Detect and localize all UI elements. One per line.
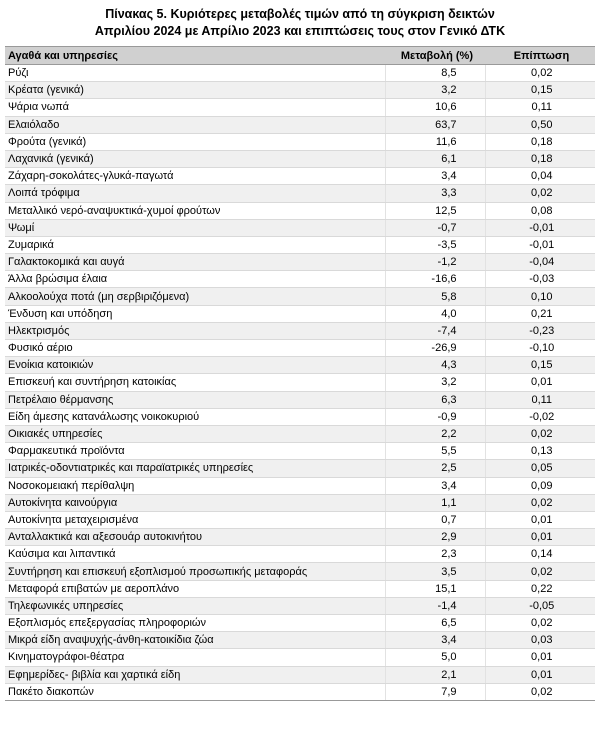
row-item: Μεταφορά επιβατών με αεροπλάνο xyxy=(5,580,385,597)
row-impact: 0,15 xyxy=(485,82,595,99)
row-change: 3,2 xyxy=(385,374,485,391)
row-item: Φρούτα (γενικά) xyxy=(5,133,385,150)
table-row xyxy=(5,460,595,477)
row-impact: 0,02 xyxy=(485,683,595,700)
table-row xyxy=(5,563,595,580)
row-impact: 0,11 xyxy=(485,99,595,116)
table-row xyxy=(5,219,595,236)
row-impact: 0,02 xyxy=(485,563,595,580)
row-impact: 0,13 xyxy=(485,443,595,460)
row-change: 7,9 xyxy=(385,683,485,700)
row-impact: 0,22 xyxy=(485,580,595,597)
table-row xyxy=(5,477,595,494)
row-impact: 0,02 xyxy=(485,425,595,442)
row-item: Ελαιόλαδο xyxy=(5,116,385,133)
table-row xyxy=(5,511,595,528)
row-item: Ιατρικές-οδοντιατρικές και παραϊατρικές υπηρεσίες xyxy=(5,460,385,477)
table-row xyxy=(5,65,595,82)
row-item: Πετρέλαιο θέρμανσης xyxy=(5,391,385,408)
row-change: 10,6 xyxy=(385,99,485,116)
row-item: Είδη άμεσης κατανάλωσης νοικοκυριού xyxy=(5,408,385,425)
row-change: 3,5 xyxy=(385,563,485,580)
table-row xyxy=(5,666,595,683)
row-change: 1,1 xyxy=(385,494,485,511)
row-item: Εφημερίδες- βιβλία και χαρτικά είδη xyxy=(5,666,385,683)
row-item: Συντήρηση και επισκευή εξοπλισμού προσωπικής μεταφοράς xyxy=(5,563,385,580)
row-change: 6,3 xyxy=(385,391,485,408)
row-impact: 0,02 xyxy=(485,615,595,632)
table-row xyxy=(5,425,595,442)
row-item: Ηλεκτρισμός xyxy=(5,322,385,339)
header-row xyxy=(5,47,595,65)
row-item: Εξοπλισμός επεξεργασίας πληροφοριών xyxy=(5,615,385,632)
row-change: 3,2 xyxy=(385,82,485,99)
row-change: -7,4 xyxy=(385,322,485,339)
row-impact: 0,05 xyxy=(485,460,595,477)
row-change: 11,6 xyxy=(385,133,485,150)
row-change: 8,5 xyxy=(385,65,485,82)
table-row xyxy=(5,254,595,271)
row-item: Ένδυση και υπόδηση xyxy=(5,305,385,322)
row-change: 2,3 xyxy=(385,546,485,563)
row-item: Ανταλλακτικά και αξεσουάρ αυτοκινήτου xyxy=(5,529,385,546)
table-row xyxy=(5,168,595,185)
table-row xyxy=(5,322,595,339)
row-item: Λαχανικά (γενικά) xyxy=(5,150,385,167)
row-change: 2,2 xyxy=(385,425,485,442)
table-body xyxy=(5,65,595,701)
row-item: Άλλα βρώσιμα έλαια xyxy=(5,271,385,288)
table-row xyxy=(5,632,595,649)
row-item: Πακέτο διακοπών xyxy=(5,683,385,700)
row-impact: -0,01 xyxy=(485,219,595,236)
row-impact: 0,01 xyxy=(485,649,595,666)
row-change: -0,7 xyxy=(385,219,485,236)
row-item: Φυσικό αέριο xyxy=(5,340,385,357)
row-item: Λοιπά τρόφιμα xyxy=(5,185,385,202)
table-row xyxy=(5,185,595,202)
row-impact: 0,01 xyxy=(485,529,595,546)
table-row xyxy=(5,340,595,357)
row-change: -1,4 xyxy=(385,597,485,614)
header-impact: Επίπτωση xyxy=(485,47,595,65)
row-impact: 0,11 xyxy=(485,391,595,408)
row-item: Φαρμακευτικά προϊόντα xyxy=(5,443,385,460)
table-row xyxy=(5,494,595,511)
table-row xyxy=(5,546,595,563)
row-change: 12,5 xyxy=(385,202,485,219)
table-row xyxy=(5,443,595,460)
row-impact: -0,23 xyxy=(485,322,595,339)
table-row xyxy=(5,305,595,322)
row-impact: 0,01 xyxy=(485,666,595,683)
row-item: Ενοίκια κατοικιών xyxy=(5,357,385,374)
row-impact: 0,01 xyxy=(485,374,595,391)
row-change: 4,0 xyxy=(385,305,485,322)
row-item: Γαλακτοκομικά και αυγά xyxy=(5,254,385,271)
row-item: Κρέατα (γενικά) xyxy=(5,82,385,99)
row-change: 5,5 xyxy=(385,443,485,460)
row-impact: 0,15 xyxy=(485,357,595,374)
row-impact: 0,02 xyxy=(485,494,595,511)
table-row xyxy=(5,649,595,666)
row-item: Ζυμαρικά xyxy=(5,236,385,253)
row-item: Νοσοκομειακή περίθαλψη xyxy=(5,477,385,494)
row-impact: 0,21 xyxy=(485,305,595,322)
row-impact: 0,14 xyxy=(485,546,595,563)
row-impact: 0,18 xyxy=(485,150,595,167)
table-row xyxy=(5,133,595,150)
table-title-line-1: Πίνακας 5. Κυριότερες μεταβολές τιμών από τη σύγκριση δεικτών xyxy=(105,7,495,21)
row-impact: 0,09 xyxy=(485,477,595,494)
table-row xyxy=(5,529,595,546)
row-change: 3,4 xyxy=(385,632,485,649)
row-impact: -0,03 xyxy=(485,271,595,288)
table-row xyxy=(5,288,595,305)
row-item: Ψάρια νωπά xyxy=(5,99,385,116)
table-row xyxy=(5,374,595,391)
price-changes-table xyxy=(5,46,595,701)
table-row xyxy=(5,357,595,374)
row-impact: -0,05 xyxy=(485,597,595,614)
table-row xyxy=(5,408,595,425)
row-change: -16,6 xyxy=(385,271,485,288)
table-row xyxy=(5,580,595,597)
row-item: Οικιακές υπηρεσίες xyxy=(5,425,385,442)
table-row xyxy=(5,615,595,632)
row-impact: 0,10 xyxy=(485,288,595,305)
table-row xyxy=(5,597,595,614)
row-change: 6,5 xyxy=(385,615,485,632)
table-row xyxy=(5,82,595,99)
row-change: 5,8 xyxy=(385,288,485,305)
row-change: 6,1 xyxy=(385,150,485,167)
row-change: -0,9 xyxy=(385,408,485,425)
row-change: 2,5 xyxy=(385,460,485,477)
row-change: 3,3 xyxy=(385,185,485,202)
table-row xyxy=(5,202,595,219)
row-impact: 0,03 xyxy=(485,632,595,649)
table-row xyxy=(5,99,595,116)
row-item: Μικρά είδη αναψυχής-άνθη-κατοικίδια ζώα xyxy=(5,632,385,649)
row-item: Μεταλλικό νερό-αναψυκτικά-χυμοί φρούτων xyxy=(5,202,385,219)
row-impact: 0,18 xyxy=(485,133,595,150)
row-change: -1,2 xyxy=(385,254,485,271)
table-title xyxy=(0,0,600,38)
row-item: Αυτοκίνητα μεταχειρισμένα xyxy=(5,511,385,528)
row-impact: -0,01 xyxy=(485,236,595,253)
row-item: Επισκευή και συντήρηση κατοικίας xyxy=(5,374,385,391)
row-change: -26,9 xyxy=(385,340,485,357)
row-impact: 0,02 xyxy=(485,65,595,82)
header-item: Αγαθά και υπηρεσίες xyxy=(5,47,385,65)
row-change: 2,9 xyxy=(385,529,485,546)
row-change: 3,4 xyxy=(385,477,485,494)
row-change: -3,5 xyxy=(385,236,485,253)
table-row xyxy=(5,683,595,700)
row-item: Αυτοκίνητα καινούργια xyxy=(5,494,385,511)
row-impact: 0,08 xyxy=(485,202,595,219)
row-item: Ρύζι xyxy=(5,65,385,82)
row-change: 3,4 xyxy=(385,168,485,185)
table-row xyxy=(5,391,595,408)
row-impact: 0,01 xyxy=(485,511,595,528)
row-impact: 0,02 xyxy=(485,185,595,202)
table-title-line-2: Απριλίου 2024 με Απρίλιο 2023 και επιπτώσεις τους στον Γενικό ΔΤΚ xyxy=(94,24,506,38)
row-impact: -0,02 xyxy=(485,408,595,425)
table-row xyxy=(5,150,595,167)
row-item: Ψωμί xyxy=(5,219,385,236)
row-impact: 0,50 xyxy=(485,116,595,133)
table-row xyxy=(5,236,595,253)
row-item: Αλκοολούχα ποτά (μη σερβιριζόμενα) xyxy=(5,288,385,305)
row-impact: -0,04 xyxy=(485,254,595,271)
row-change: 63,7 xyxy=(385,116,485,133)
row-change: 0,7 xyxy=(385,511,485,528)
header-change: Μεταβολή (%) xyxy=(385,47,485,65)
row-change: 2,1 xyxy=(385,666,485,683)
row-impact: -0,10 xyxy=(485,340,595,357)
row-change: 5,0 xyxy=(385,649,485,666)
row-item: Καύσιμα και λιπαντικά xyxy=(5,546,385,563)
row-item: Ζάχαρη-σοκολάτες-γλυκά-παγωτά xyxy=(5,168,385,185)
row-item: Κινηματογράφοι-θέατρα xyxy=(5,649,385,666)
table-row xyxy=(5,271,595,288)
row-item: Τηλεφωνικές υπηρεσίες xyxy=(5,597,385,614)
row-change: 15,1 xyxy=(385,580,485,597)
row-impact: 0,04 xyxy=(485,168,595,185)
table-row xyxy=(5,116,595,133)
row-change: 4,3 xyxy=(385,357,485,374)
